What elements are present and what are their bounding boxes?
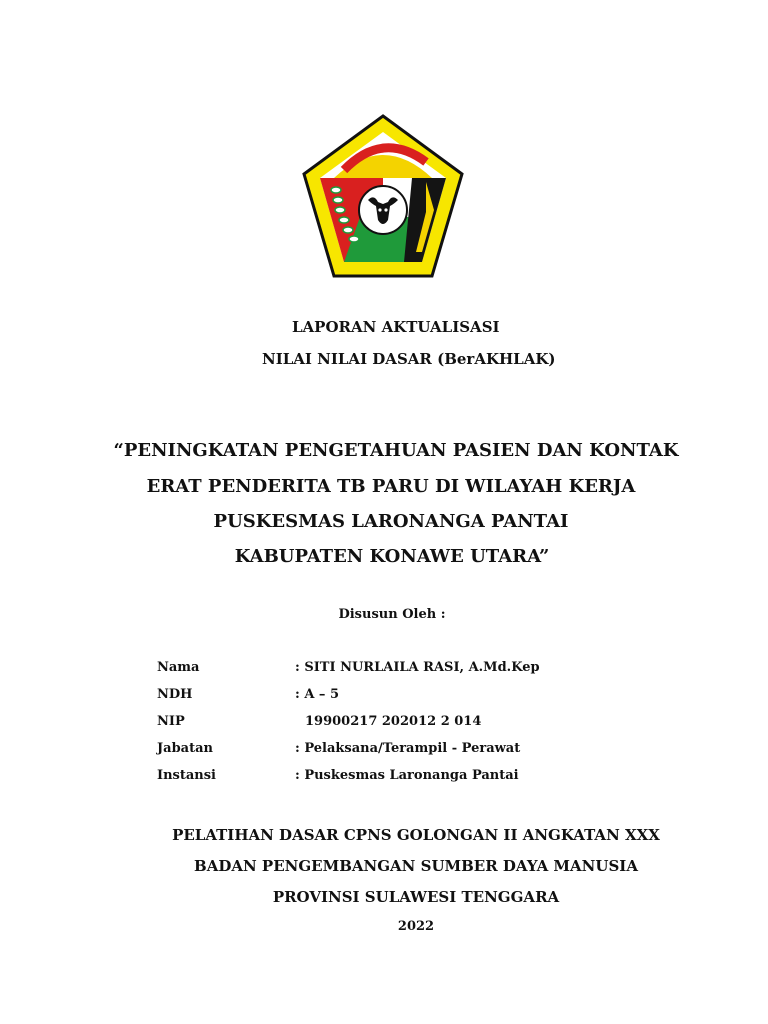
compiled-by-label: Disusun Oleh :: [338, 607, 446, 622]
info-label: Instansi: [157, 768, 216, 783]
info-label: Jabatan: [157, 741, 213, 756]
report-type-heading: LAPORAN AKTUALISASI: [292, 318, 500, 336]
document-title-line-2: ERAT PENDERITA TB PARU DI WILAYAH KERJA: [146, 476, 636, 497]
sulawesi-tenggara-emblem-logo: [300, 112, 466, 280]
info-value: : SITI NURLAILA RASI, A.Md.Kep: [295, 660, 540, 675]
info-value: : Puskesmas Laronanga Pantai: [295, 768, 519, 783]
document-title-line-1: “PENINGKATAN PENGETAHUAN PASIEN DAN KONTAK: [113, 440, 679, 461]
province-line: PROVINSI SULAWESI TENGGARA: [272, 888, 560, 906]
training-program-line: PELATIHAN DASAR CPNS GOLONGAN II ANGKATAN XXX: [172, 826, 660, 844]
info-label: Nama: [157, 660, 200, 675]
info-value: : A – 5: [295, 687, 340, 702]
info-value: : Pelaksana/Terampil - Perawat: [295, 741, 521, 756]
info-label: NIP: [157, 714, 185, 729]
report-subtitle-heading: NILAI NILAI DASAR (BerAKHLAK): [262, 350, 556, 368]
agency-line: BADAN PENGEMBANGAN SUMBER DAYA MANUSIA: [194, 857, 638, 875]
info-label: NDH: [157, 687, 193, 702]
year-label: 2022: [397, 919, 435, 934]
document-title-line-3: PUSKESMAS LARONANGA PANTAI: [213, 511, 569, 532]
document-title-line-4: KABUPATEN KONAWE UTARA”: [234, 546, 550, 567]
info-value: 19900217 202012 2 014: [305, 714, 482, 729]
